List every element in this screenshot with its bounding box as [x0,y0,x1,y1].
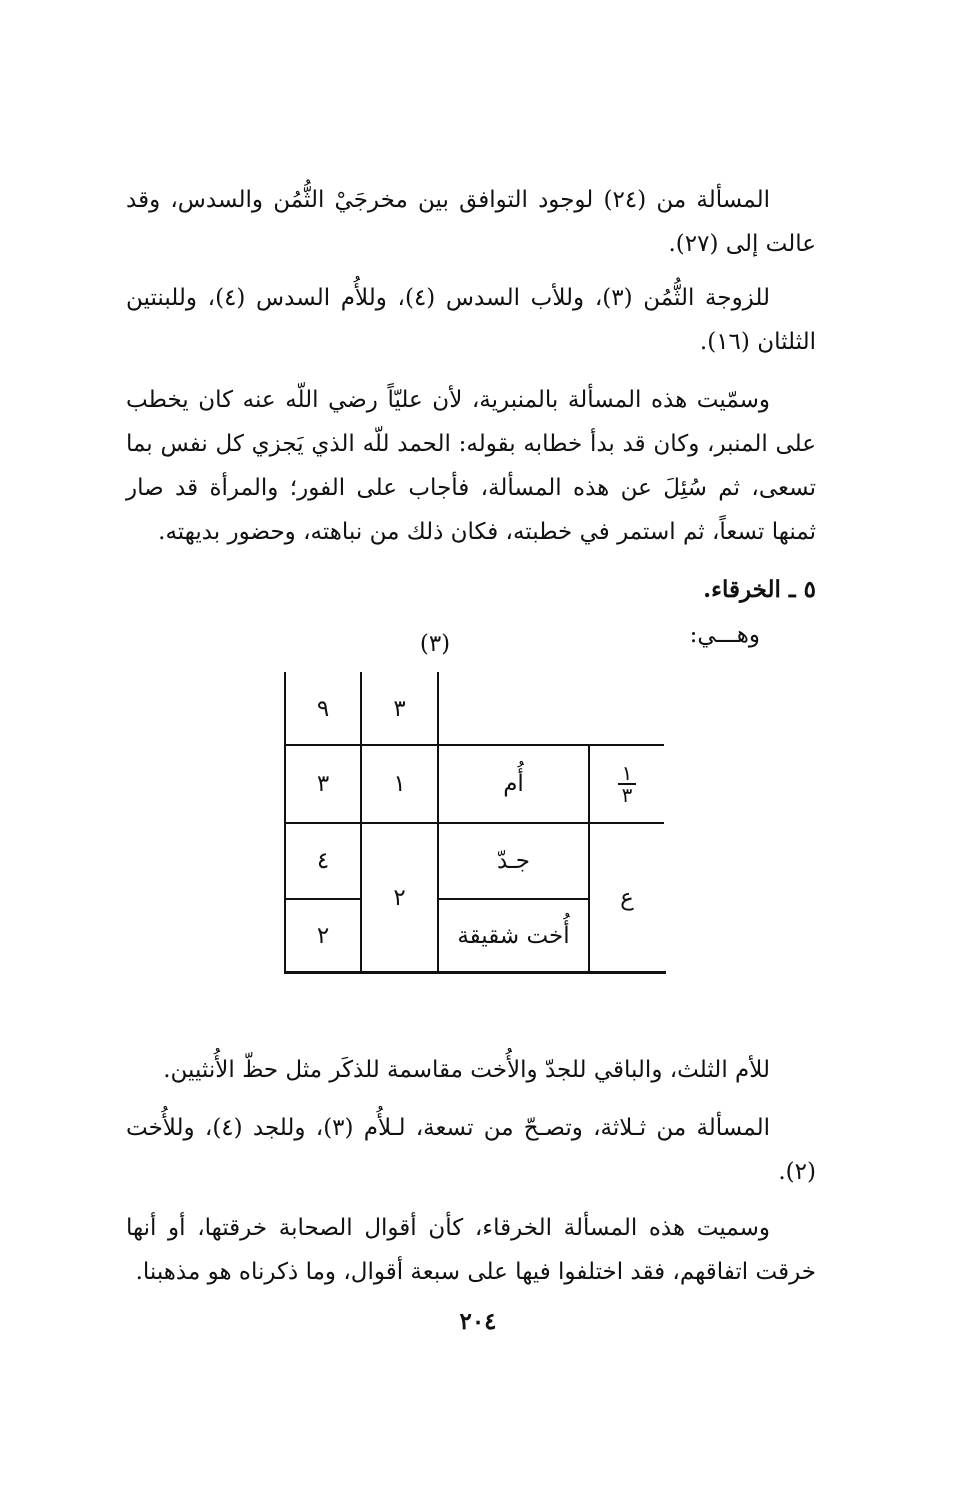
paragraph-minbariyya-naming: وسمّيت هذه المسألة بالمنبرية، لأن عليّاً رضي اللّه عنه كان يخطب على المنبر، وكان قد بدأ خطابه بقوله: الحمد للّه الذي يَجزي كل نفس بما تسعى، ثم سُئِلَ عن هذه المسألة، فأجاب على الفور؛ والمرأة قد صار ثمنها تسعاً، ثم استمر في خطبته، فكان ذلك من نباهته، وحضور بديهته. [126,387,816,545]
header-corrected: ٩ [316,696,330,722]
paragraph-shares: للزوجة الثُّمُن (٣)، وللأب السدس (٤)، وللأُم السدس (٤)، وللبنتين الثلثان (١٦). [126,285,816,355]
cell-share-residue: ع [620,884,634,911]
page-number: ٢٠٤ [459,1308,497,1335]
fraction [618,763,637,805]
header-base: ٣ [393,696,406,722]
cell-heir: أُم [503,771,524,797]
cell-corrected: ٣ [316,771,330,797]
fraction-numerator: ١ [618,763,637,785]
cell-base: ١ [393,771,406,797]
section-intro: وهـــي: [689,622,760,648]
section-heading: ٥ ـ الخرقاء. [703,576,816,603]
paragraph-kharqa-naming: وسميت هذه المسألة الخرقاء، كأن أقوال الصحابة خرقتها، أو أنها خرقت اتفاقهم، فقد اختلفوا فيها على سبعة أقوال، وما ذكرناه هو مذهبنا. [126,1215,816,1285]
paragraph-shares-explanation: للأم الثلث، والباقي للجدّ والأُخت مقاسمة للذكَر مثل حظّ الأُنثيين. [163,1057,770,1083]
paragraph-problem-correction: المسألة من ثـلاثة، وتصـحّ من تسعة، لـلأُم (٣)، وللجد (٤)، وللأُخت (٢). [126,1115,816,1185]
problem-origin-label: (٣) [419,631,451,657]
paragraph-origin-of-problem: المسألة من (٢٤) لوجود التوافق بين مخرجَيْ الثُّمُن والسدس، وقد عالت إلى (٢٧). [126,187,816,257]
table-line [284,971,666,974]
cell-corrected: ٢ [316,922,330,949]
cell-heir: أُخت شقيقة [457,922,570,949]
cell-share-fraction [590,746,664,822]
cell-heir: جـدّ [496,848,531,874]
fraction-denominator: ٣ [621,783,633,807]
cell-base-merged: ٢ [393,884,406,911]
cell-corrected: ٤ [316,848,330,874]
